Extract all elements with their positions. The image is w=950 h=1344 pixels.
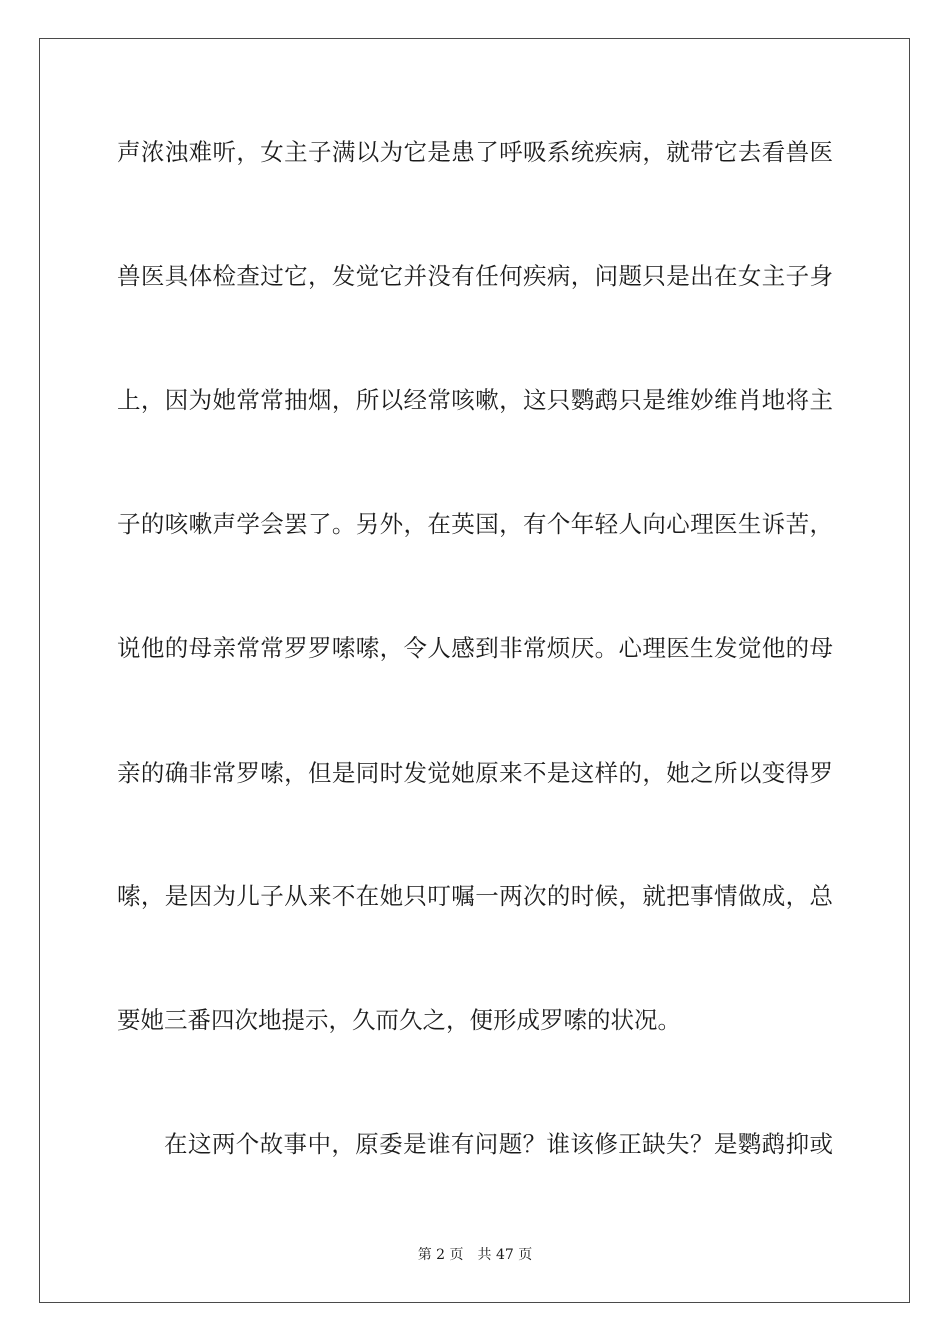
- page-footer: [0, 1246, 950, 1264]
- paragraph-line-8: 要她三番四次地提示，久而久之，便形成罗嗦的状况。: [117, 1006, 681, 1034]
- page-total: 共 47 页: [477, 1247, 533, 1263]
- paragraph-line-2: 兽医具体检查过它，发觉它并没有任何疾病，问题只是出在女主子身: [117, 262, 833, 290]
- paragraph-line-7: 嗦，是因为儿子从来不在她只叮嘱一两次的时候，就把事情做成，总: [117, 882, 833, 910]
- paragraph-line-6: 亲的确非常罗嗦，但是同时发觉她原来不是这样的，她之所以变得罗: [117, 759, 833, 787]
- paragraph-line-3: 上，因为她常常抽烟，所以经常咳嗽，这只鹦鹉只是维妙维肖地将主: [117, 386, 833, 414]
- paragraph-line-5: 说他的母亲常常罗罗嗦嗦，令人感到非常烦厌。心理医生发觉他的母: [117, 634, 833, 662]
- paragraph-line-1: 声浓浊难听，女主子满以为它是患了呼吸系统疾病，就带它去看兽医: [117, 138, 833, 166]
- page-number: 第 2 页: [417, 1247, 464, 1263]
- page-border: [39, 38, 910, 1303]
- paragraph-line-9: 在这两个故事中，原委是谁有问题？谁该修正缺失？是鹦鹉抑或: [164, 1130, 833, 1158]
- paragraph-line-4: 子的咳嗽声学会罢了。另外，在英国，有个年轻人向心理医生诉苦，: [117, 510, 833, 538]
